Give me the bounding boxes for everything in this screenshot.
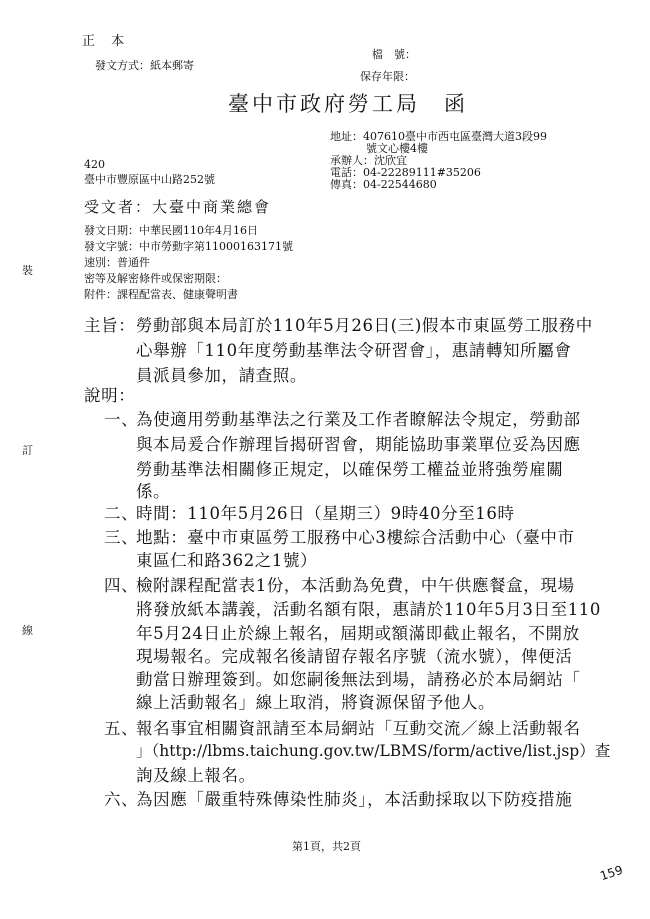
doc-number: 發文字號：中市勞動字第11000163171號 xyxy=(84,240,293,253)
address-label: 地址： xyxy=(330,130,363,143)
postal-code: 420 xyxy=(84,158,105,171)
subject-line: 員派員參加，請查照。 xyxy=(136,366,307,385)
explanation-label: 說明： xyxy=(84,386,136,405)
page-number: 第1頁，共2頁 xyxy=(292,840,361,853)
subject-label: 主旨： xyxy=(84,316,136,335)
item-number: 四、 xyxy=(104,576,139,595)
fax-value: 04-22544680 xyxy=(363,178,437,191)
item-number: 三、 xyxy=(104,528,139,547)
item-line: 係。 xyxy=(136,482,171,501)
subject-line: 勞動部與本局訂於110年5月26日(三)假本市東區勞工服務中 xyxy=(136,316,593,335)
subject-line: 心舉辦「110年度勞動基準法令研習會」，惠請轉知所屬會 xyxy=(136,341,572,360)
fax-label: 傳真： xyxy=(330,178,363,191)
margin-mark-top: 裝 xyxy=(22,264,33,277)
security-level: 密等及解密條件或保密期限： xyxy=(84,272,227,285)
item-line: 年5月24日止於線上報名，屆期或額滿即截止報名，不開放 xyxy=(136,624,580,643)
contact-label: 承辦人： xyxy=(330,154,374,167)
delivery-method: 發文方式：紙本郵寄 xyxy=(95,59,194,72)
speed: 速別：普通件 xyxy=(84,256,150,269)
item-number: 一、 xyxy=(104,410,139,429)
item-line: 地點：臺中市東區勞工服務中心3樓綜合活動中心（臺中市 xyxy=(136,528,575,547)
handwritten-note: 159 xyxy=(598,862,625,884)
page-title: 臺中市政府勞工局 函 xyxy=(228,92,468,116)
item-line: 為因應「嚴重特殊傳染性肺炎」，本活動採取以下防疫措施 xyxy=(136,790,573,809)
item-line: 」（http://lbms.taichung.gov.tw/LBMS/form/active/list.jsp）查 xyxy=(136,742,611,760)
item-line: 勞動基準法相關修正規定，以確保勞工權益並將強勞雇關 xyxy=(136,460,564,479)
item-line: 將發放紙本講義，活動名額有限，惠請於110年5月3日至110 xyxy=(136,600,601,619)
attachments: 附件：課程配當表、健康聲明書 xyxy=(84,288,238,301)
recipient-line: 受文者：大臺中商業總會 xyxy=(84,198,272,216)
item-line: 與本局爰合作辦理旨揭研習會，期能協助事業單位妥為因應 xyxy=(136,435,581,454)
issue-date: 發文日期：中華民國110年4月16日 xyxy=(84,224,258,237)
file-no-label: 檔 號： xyxy=(372,48,416,61)
item-number: 六、 xyxy=(104,790,139,809)
item-line: 報名事宜相關資訊請至本局網站「互動交流／線上活動報名 xyxy=(136,719,581,738)
margin-mark-bottom: 線 xyxy=(22,624,33,637)
address-line2: 號文心樓4樓 xyxy=(366,142,428,155)
item-line: 東區仁和路362之1號） xyxy=(136,551,318,570)
item-line: 詢及線上報名。 xyxy=(136,766,256,785)
item-number: 五、 xyxy=(104,719,139,738)
item-line: 線上活動報名」線上取消，將資源保留予他人。 xyxy=(136,693,496,712)
margin-mark-middle: 訂 xyxy=(22,444,33,457)
item-line: 時間：110年5月26日（星期三）9時40分至16時 xyxy=(136,504,515,523)
retention-label: 保存年限： xyxy=(360,70,415,83)
item-line: 現場報名。完成報名後請留存報名序號（流水號），俾便活 xyxy=(136,647,573,666)
item-number: 二、 xyxy=(104,504,139,523)
phone-label: 電話： xyxy=(330,166,363,179)
item-line: 檢附課程配當表1份，本活動為免費，中午供應餐盒，現場 xyxy=(136,576,575,595)
item-line: 為使適用勞動基準法之行業及工作者瞭解法令規定，勞動部 xyxy=(136,410,581,429)
recipient-address: 臺中市豐原區中山路252號 xyxy=(84,173,215,186)
address-line1: 407610臺中市西屯區臺灣大道3段99 xyxy=(363,130,547,143)
item-line: 動當日辦理簽到。如您嗣後無法到場，請務必於本局網站「 xyxy=(136,670,581,689)
phone-value: 04-22289111#35206 xyxy=(363,166,481,179)
contact-value: 沈欣宜 xyxy=(374,154,407,167)
copy-type: 正 本 xyxy=(82,34,131,49)
